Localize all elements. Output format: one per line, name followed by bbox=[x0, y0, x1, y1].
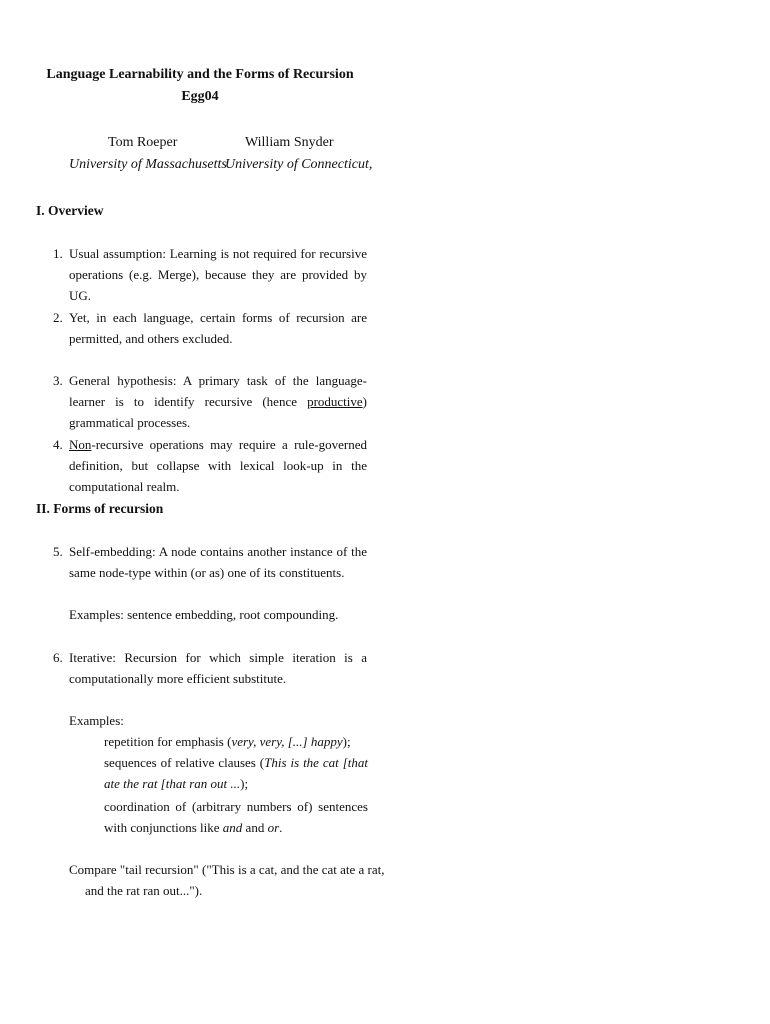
example-coordination: coordination of (arbitrary numbers of) sentences with conjunctions like and and or. bbox=[104, 799, 368, 835]
example-repetition: repetition for emphasis (very, very, [...] happy); bbox=[104, 734, 351, 749]
tail-recursion-note: Compare "tail recursion" ("This is a cat, and the cat ate a rat, and the rat ran out..."). bbox=[69, 862, 385, 898]
example-relative-clauses: sequences of relative clauses (This is the cat [that ate the rat [that ran out ...); bbox=[104, 755, 368, 791]
item-6-text: Iterative: Recursion for which simple iteration is a computationally more efficient substitute. bbox=[69, 650, 367, 686]
section-heading-forms: II. Forms of recursion bbox=[36, 501, 164, 516]
author-1-affiliation: University of Massachusetts bbox=[69, 157, 227, 172]
author-1-name: Tom Roeper bbox=[108, 135, 178, 150]
paper-title: Language Learnability and the Forms of Recursion bbox=[46, 67, 354, 82]
item-1-text: Usual assumption: Learning is not required for recursive operations (e.g. Merge), because they are provided by UG. bbox=[69, 246, 367, 303]
item-number: 3. bbox=[53, 373, 63, 388]
author-2-affiliation: University of Connecticut, bbox=[225, 157, 373, 172]
item-2-text: Yet, in each language, certain forms of recursion are permitted, and others excluded. bbox=[69, 310, 367, 346]
item-5-examples: Examples: sentence embedding, root compounding. bbox=[69, 607, 339, 622]
item-6-examples-label: Examples: bbox=[69, 713, 124, 728]
item-number: 4. bbox=[53, 437, 63, 452]
paper-subtitle: Egg04 bbox=[181, 89, 219, 104]
item-5-text: Self-embedding: A node contains another instance of the same node-type within (or as) one of its constituents. bbox=[69, 544, 367, 580]
item-4-text: Non-recursive operations may require a rule-governed definition, but collapse with lexical look-up in the computational realm. bbox=[69, 437, 367, 494]
author-2-name: William Snyder bbox=[245, 135, 334, 150]
section-heading-overview: I. Overview bbox=[36, 203, 104, 218]
item-number: 1. bbox=[53, 246, 63, 261]
item-number: 6. bbox=[53, 650, 63, 665]
item-number: 5. bbox=[53, 544, 63, 559]
item-3-text: General hypothesis: A primary task of the language-learner is to identify recursive (hence productive) grammatical processes. bbox=[69, 373, 367, 430]
item-number: 2. bbox=[53, 310, 63, 325]
